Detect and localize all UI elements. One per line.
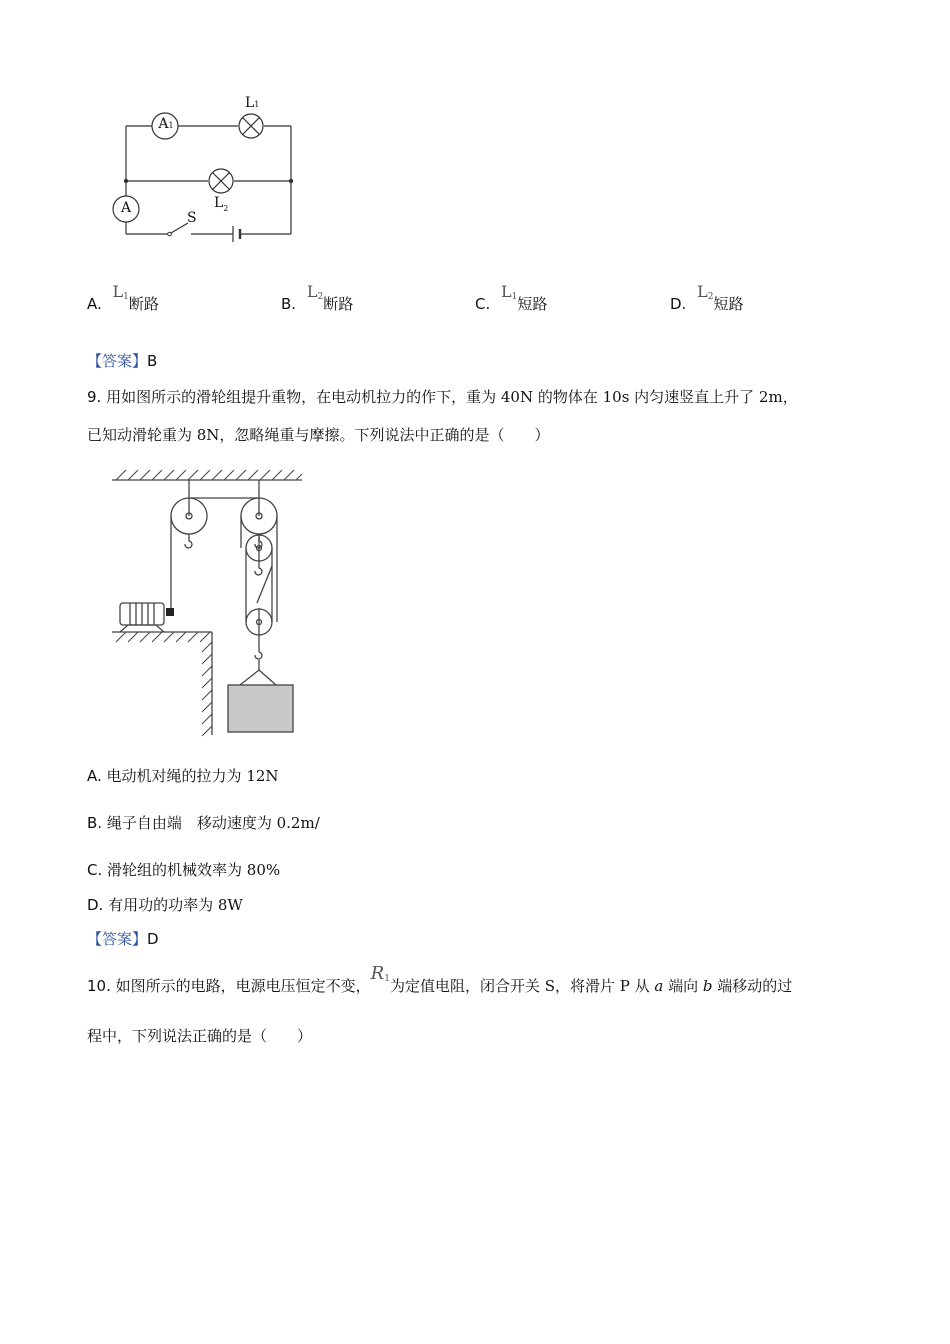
weight-box	[228, 685, 293, 732]
q9-answer: 【答案】D	[87, 930, 159, 948]
q8-option-c[interactable]: C. $L_1$短路	[475, 282, 548, 313]
q8-option-b[interactable]: B. $L_2$断路	[281, 282, 354, 313]
lamp-l2-label: $L_2$	[214, 195, 229, 213]
switch-label: S	[187, 210, 197, 226]
q9-option-d[interactable]: D. 有用功的功率为 8W	[87, 896, 243, 914]
q8-option-a[interactable]: A. $L_1$断路	[87, 282, 159, 313]
q9-option-b[interactable]: B. 绳子自由端 移动速度为 0.2m/	[87, 814, 320, 832]
q8-option-d[interactable]: D. $L_2$短路	[670, 282, 744, 313]
q8-answer: 【答案】B	[87, 352, 158, 370]
q10-stem-line2: 程中，下列说法正确的是（ ）	[87, 1027, 313, 1045]
q10-stem-line1: 10. 如图所示的电路，电源电压恒定不变，$R_1$为定值电阻，闭合开关 S，将滑片 P 从 a 端向 b 端移动的过	[87, 963, 793, 995]
q9-stem-line2: 已知动滑轮重为 8N，忽略绳重与摩擦。下列说法中正确的是（ ）	[87, 426, 550, 444]
q9-option-c[interactable]: C. 滑轮组的机械效率为 80%	[87, 861, 281, 879]
lamp-l1-label: L1	[245, 95, 260, 111]
ammeter-a-label: A	[120, 200, 132, 216]
q9-stem-line1: 9. 用如图所示的滑轮组提升重物，在电动机拉力的作下，重为 40N 的物体在 10s 内匀速竖直上升了 2m，	[87, 388, 798, 406]
ammeter-a1-label: A1	[158, 116, 174, 132]
q9-option-a[interactable]: A. 电动机对绳的拉力为 12N	[87, 767, 279, 785]
